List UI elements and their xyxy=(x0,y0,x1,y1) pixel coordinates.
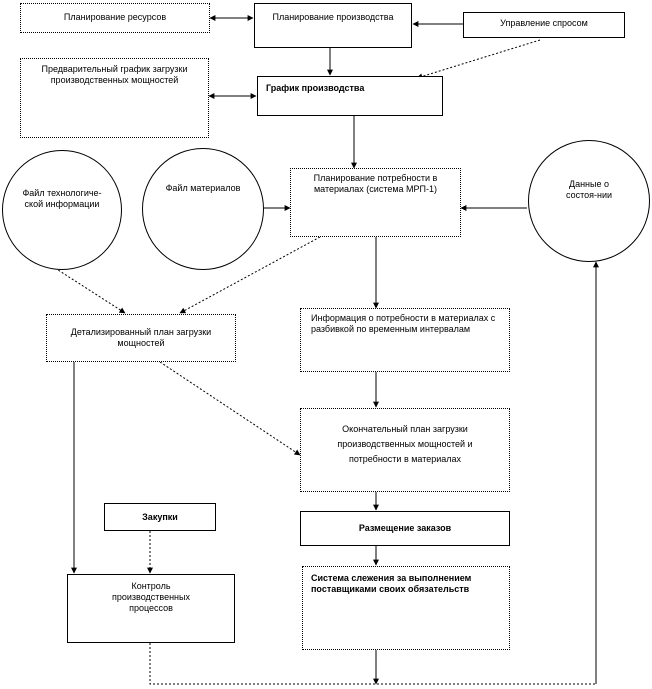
mrp-box xyxy=(290,168,461,237)
demand-management-box xyxy=(463,12,625,38)
mrp-label: Планирование потребности в материалах (система МРП-1) xyxy=(313,173,438,194)
state-data-circle xyxy=(528,140,650,262)
tech-file-label: Файл технологиче-ской информации xyxy=(22,188,102,209)
detailed-capacity-label: Детализированный план загрузки мощностей xyxy=(70,327,212,348)
arrow-demand-schedule xyxy=(417,40,540,78)
resource-planning-box xyxy=(20,3,210,33)
supplier-tracking-label: Система слежения за выполнением поставщиками своих обязательств xyxy=(311,573,472,594)
detailed-capacity-box xyxy=(46,314,236,362)
demand-management-label: Управление спросом xyxy=(500,18,588,28)
arrow-tech-detailed xyxy=(55,268,125,313)
production-schedule-label: График производства xyxy=(266,83,365,93)
arrow-detailed-final xyxy=(160,362,300,455)
preliminary-capacity-box xyxy=(20,58,209,138)
state-data-label: Данные о состоя-нии xyxy=(565,179,613,200)
material-needs-box xyxy=(300,308,510,372)
purchasing-label: Закупки xyxy=(142,512,178,522)
material-needs-label: Информация о потребности в материалах с разбивкой по временным интервалам xyxy=(311,313,496,334)
resource-planning-label: Планирование ресурсов xyxy=(63,12,167,22)
materials-file-circle xyxy=(142,148,264,270)
order-placement-box xyxy=(300,511,510,546)
materials-file-label: Файл материалов xyxy=(165,183,241,193)
preliminary-capacity-label: Предварительный график загрузки производственных мощностей xyxy=(41,64,188,85)
purchasing-box xyxy=(104,503,216,531)
production-control-box xyxy=(67,574,235,643)
final-plan-box xyxy=(300,408,510,492)
tech-file-circle xyxy=(2,150,122,270)
production-planning-label: Планирование производства xyxy=(272,12,394,22)
supplier-tracking-box xyxy=(302,566,510,650)
production-schedule-box xyxy=(257,76,443,116)
production-control-label: Контроль производственных процессов xyxy=(112,581,190,613)
order-placement-label: Размещение заказов xyxy=(358,523,452,533)
final-plan-label: Окончательный план загрузки производственных мощностей и потребности в материалах xyxy=(337,424,473,464)
production-planning-box xyxy=(254,3,412,48)
